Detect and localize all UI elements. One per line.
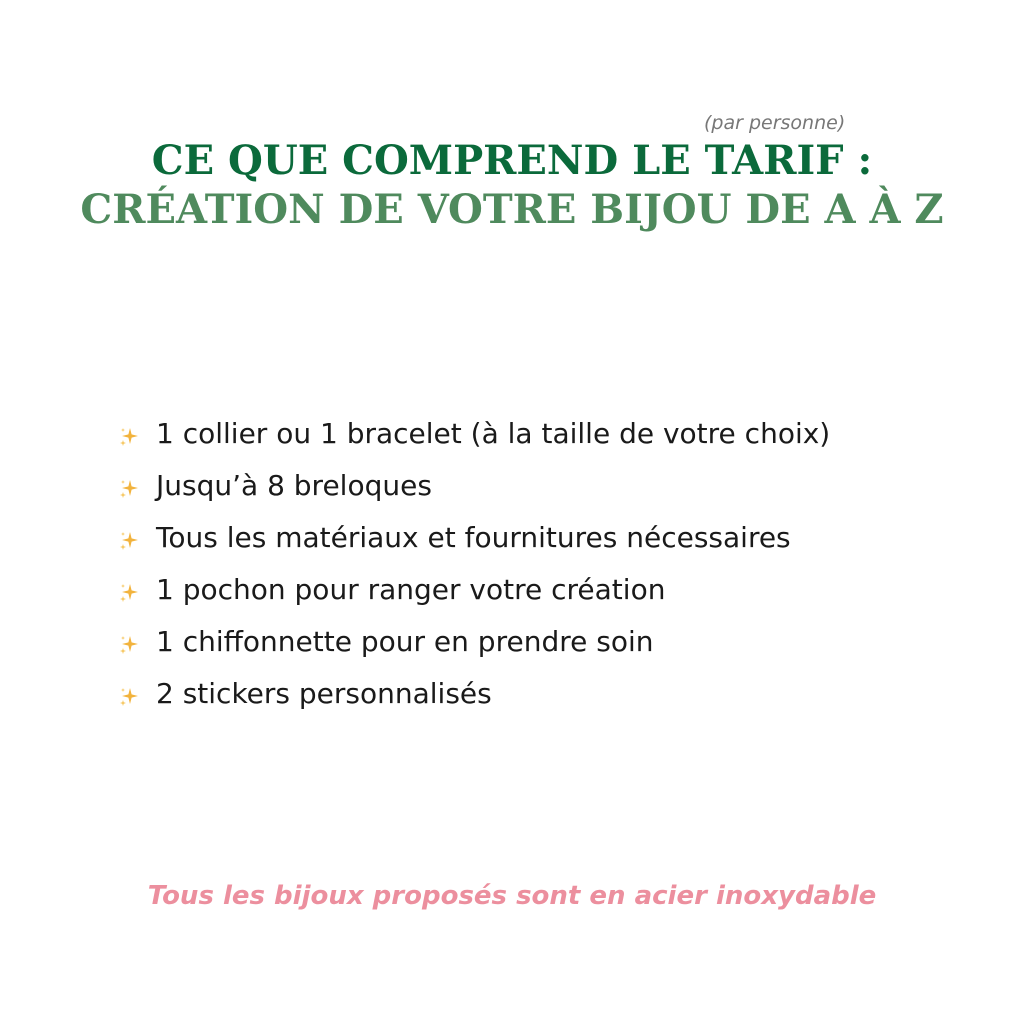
sparkle-icon [118, 630, 140, 652]
list-item [118, 511, 830, 563]
list-item [118, 667, 830, 719]
list-item-label: 2 stickers personnalisés [156, 676, 492, 710]
material-note: Tous les bijoux proposés sont en acier inoxydable [147, 881, 877, 911]
sparkle-icon [118, 578, 140, 600]
page-subtitle: CRÉATION DE VOTRE BIJOU DE A À Z [80, 186, 944, 233]
list-item [118, 615, 830, 667]
page-title: CE QUE COMPREND LE TARIF : [151, 137, 873, 184]
sparkle-icon [118, 682, 140, 704]
sparkle-icon [118, 526, 140, 548]
per-person-note: (par personne) [704, 112, 846, 134]
list-item-label: Jusqu’à 8 breloques [156, 468, 432, 502]
list-item-label: Tous les matériaux et fournitures nécessaires [156, 520, 791, 554]
sparkle-icon [118, 474, 140, 496]
list-item-label: 1 chiffonnette pour en prendre soin [156, 624, 654, 658]
list-item-label: 1 pochon pour ranger votre création [156, 572, 666, 606]
list-item-label: 1 collier ou 1 bracelet (à la taille de votre choix) [156, 416, 831, 450]
list-item [118, 563, 830, 615]
included-items-list [118, 407, 830, 719]
list-item [118, 407, 830, 459]
sparkle-icon [118, 422, 140, 444]
list-item [118, 459, 830, 511]
